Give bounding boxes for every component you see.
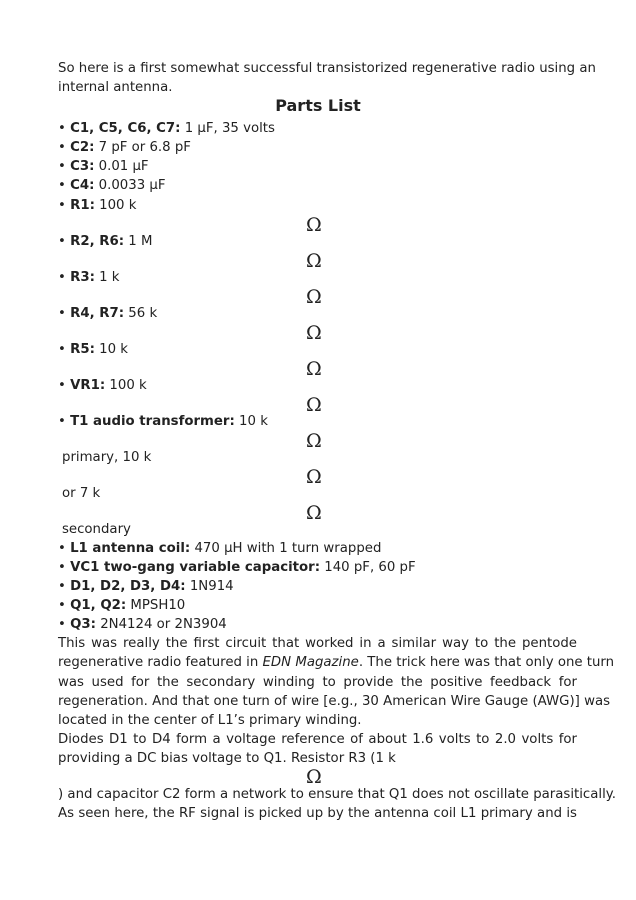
- body-line: located in the center of L1’s primary winding.: [58, 713, 362, 728]
- intro-line-1: So here is a first somewhat successful transistorized regenerative radio using an: [58, 61, 596, 76]
- part-item: • R2, R6: 1 M: [58, 234, 153, 249]
- intro-line-2: internal antenna.: [58, 80, 173, 95]
- ohm-symbol: Ω: [306, 322, 322, 344]
- body-line: regenerative radio featured in EDN Magazine. The trick here was that only one turn: [58, 655, 615, 670]
- part-item: • VR1: 100 k: [58, 378, 147, 393]
- ohm-symbol: Ω: [306, 358, 322, 380]
- body-line: Diodes D1 to D4 form a voltage reference of about 1.6 volts to 2.0 volts for: [58, 732, 577, 747]
- part-item: • R3: 1 k: [58, 270, 120, 285]
- parts-list-title: Parts List: [275, 96, 361, 115]
- ohm-symbol: Ω: [306, 502, 322, 524]
- part-item: • C4: 0.0033 μF: [58, 178, 166, 193]
- part-item: • Q1, Q2: MPSH10: [58, 598, 186, 613]
- ohm-symbol: Ω: [306, 394, 322, 416]
- t1-continuation-text: or 7 k: [62, 486, 101, 501]
- body-line: providing a DC bias voltage to Q1. Resistor R3 (1 k: [58, 751, 396, 766]
- ohm-symbol: Ω: [306, 214, 322, 236]
- body-line: As seen here, the RF signal is picked up by the antenna coil L1 primary and is: [58, 806, 577, 821]
- body-line: This was really the first circuit that worked in a similar way to the pentode: [58, 636, 577, 651]
- part-item: • C1, C5, C6, C7: 1 μF, 35 volts: [58, 121, 275, 136]
- part-item: • L1 antenna coil: 470 μH with 1 turn wrapped: [58, 541, 382, 556]
- t1-continuation-text: primary, 10 k: [62, 450, 152, 465]
- part-item: • Q3: 2N4124 or 2N3904: [58, 617, 227, 632]
- part-item: • D1, D2, D3, D4: 1N914: [58, 579, 234, 594]
- ohm-symbol: Ω: [306, 466, 322, 488]
- ohm-symbol: Ω: [306, 250, 322, 272]
- ohm-symbol: Ω: [306, 286, 322, 308]
- ohm-symbol: Ω: [306, 430, 322, 452]
- body-line: was used for the secondary winding to provide the positive feedback for: [58, 675, 577, 690]
- part-item: • C2: 7 pF or 6.8 pF: [58, 140, 191, 155]
- part-item: • R1: 100 k: [58, 198, 137, 213]
- ohm-symbol: Ω: [306, 766, 322, 788]
- part-item: • C3: 0.01 μF: [58, 159, 149, 174]
- part-item: • R4, R7: 56 k: [58, 306, 158, 321]
- magazine-title: EDN Magazine: [262, 655, 359, 670]
- part-item: • T1 audio transformer: 10 k: [58, 414, 268, 429]
- part-item: • VC1 two-gang variable capacitor: 140 pF, 60 pF: [58, 560, 416, 575]
- body-line: regeneration. And that one turn of wire [e.g., 30 American Wire Gauge (AWG)] was: [58, 694, 611, 709]
- part-item: • R5: 10 k: [58, 342, 128, 357]
- t1-continuation-text: secondary: [62, 522, 131, 537]
- body-line: ) and capacitor C2 form a network to ensure that Q1 does not oscillate parasitically.: [58, 787, 616, 802]
